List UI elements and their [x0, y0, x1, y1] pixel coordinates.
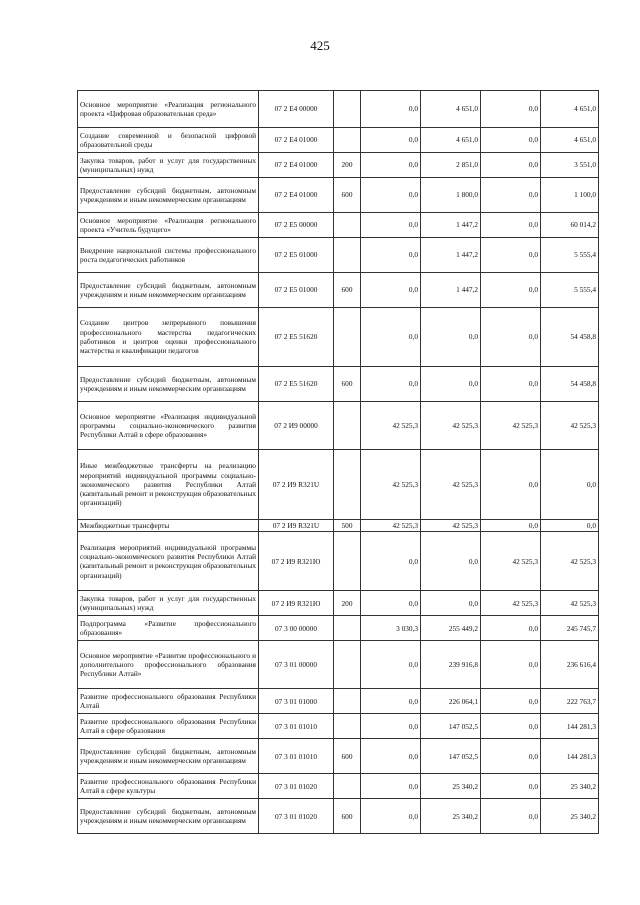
- amount-4: 4 651,0: [541, 128, 599, 153]
- amount-1: 42 525,3: [361, 450, 421, 520]
- item-name: Закупка товаров, работ и услуг для государственных (муниципальных) нужд: [78, 153, 259, 178]
- table-row: [78, 689, 599, 714]
- table-row: [78, 273, 599, 308]
- expense-type: [334, 689, 361, 714]
- target-code: 07 2 И9 R321U: [259, 520, 334, 532]
- amount-2: 4 651,0: [421, 128, 481, 153]
- item-name: Развитие профессионального образования Республики Алтай в сфере культуры: [78, 774, 259, 799]
- expense-type: [334, 238, 361, 273]
- amount-2: 147 052,5: [421, 739, 481, 774]
- expense-type: 600: [334, 367, 361, 402]
- expense-type: 500: [334, 520, 361, 532]
- amount-3: 0,0: [481, 739, 541, 774]
- table-row: [78, 367, 599, 402]
- amount-3: 0,0: [481, 616, 541, 641]
- expense-type: [334, 128, 361, 153]
- amount-2: 25 340,2: [421, 799, 481, 834]
- table-row: [78, 153, 599, 178]
- item-name: Предоставление субсидий бюджетным, автономным учреждениям и иным некоммерческим организациям: [78, 273, 259, 308]
- target-code: 07 2 E4 01000: [259, 128, 334, 153]
- table-row: [78, 450, 599, 520]
- target-code: 07 2 E5 51620: [259, 308, 334, 367]
- amount-2: 0,0: [421, 591, 481, 616]
- table-row: [78, 532, 599, 591]
- amount-3: 0,0: [481, 799, 541, 834]
- expense-type: 200: [334, 591, 361, 616]
- amount-1: 0,0: [361, 714, 421, 739]
- amount-3: 0,0: [481, 520, 541, 532]
- target-code: 07 2 И9 00000: [259, 402, 334, 450]
- amount-4: 3 551,0: [541, 153, 599, 178]
- table-row: [78, 714, 599, 739]
- table-row: [78, 178, 599, 213]
- table-row: [78, 774, 599, 799]
- amount-1: 0,0: [361, 91, 421, 128]
- amount-4: 0,0: [541, 450, 599, 520]
- target-code: 07 2 И9 R321Ю: [259, 532, 334, 591]
- item-name: Основное мероприятие «Реализация индивидуальной программы социально-экономического развития Республики Алтай в сфере образования»: [78, 402, 259, 450]
- item-name: Межбюджетные трансферты: [78, 520, 259, 532]
- expense-type: 600: [334, 178, 361, 213]
- table-row: [78, 91, 599, 128]
- item-name: Создание современной и безопасной цифровой образовательной среды: [78, 128, 259, 153]
- amount-1: 0,0: [361, 238, 421, 273]
- amount-3: 0,0: [481, 273, 541, 308]
- budget-table-body: [78, 91, 599, 834]
- amount-1: 0,0: [361, 308, 421, 367]
- amount-1: 42 525,3: [361, 520, 421, 532]
- amount-1: 3 030,3: [361, 616, 421, 641]
- amount-3: 0,0: [481, 128, 541, 153]
- amount-1: 42 525,3: [361, 402, 421, 450]
- amount-2: 0,0: [421, 532, 481, 591]
- expense-type: [334, 774, 361, 799]
- expense-type: [334, 91, 361, 128]
- amount-2: 226 064,1: [421, 689, 481, 714]
- amount-2: 1 447,2: [421, 213, 481, 238]
- amount-4: 60 014,2: [541, 213, 599, 238]
- target-code: 07 2 E5 51620: [259, 367, 334, 402]
- target-code: 07 2 E4 01000: [259, 153, 334, 178]
- table-row: [78, 591, 599, 616]
- amount-4: 5 555,4: [541, 273, 599, 308]
- expense-type: 200: [334, 153, 361, 178]
- amount-2: 42 525,3: [421, 402, 481, 450]
- amount-4: 42 525,3: [541, 532, 599, 591]
- amount-4: 144 281,3: [541, 714, 599, 739]
- item-name: Создание центров непрерывного повышения профессионального мастерства педагогических работников и центров оценки профессионального мастерства и квалификации педагогов: [78, 308, 259, 367]
- target-code: 07 2 И9 R321U: [259, 450, 334, 520]
- item-name: Предоставление субсидий бюджетным, автономным учреждениям и иным некоммерческим организациям: [78, 178, 259, 213]
- item-name: Внедрение национальной системы профессионального роста педагогических работников: [78, 238, 259, 273]
- target-code: 07 3 01 00000: [259, 641, 334, 689]
- amount-1: 0,0: [361, 739, 421, 774]
- amount-1: 0,0: [361, 774, 421, 799]
- amount-4: 236 616,4: [541, 641, 599, 689]
- item-name: Реализация мероприятий индивидуальной программы социально-экономического развития Республики Алтай (капитальный ремонт и реконструкция образовательных организаций): [78, 532, 259, 591]
- amount-3: 42 525,3: [481, 532, 541, 591]
- amount-2: 0,0: [421, 308, 481, 367]
- item-name: Иные межбюджетные трансферты на реализацию мероприятий индивидуальной программы социально-экономического развития Республики Алтай (капитальный ремонт и реконструкция образовательных организаций): [78, 450, 259, 520]
- table-row: [78, 308, 599, 367]
- amount-3: 0,0: [481, 91, 541, 128]
- budget-table: [77, 90, 599, 834]
- target-code: 07 3 01 01010: [259, 739, 334, 774]
- amount-2: 4 651,0: [421, 91, 481, 128]
- target-code: 07 3 01 01020: [259, 774, 334, 799]
- amount-4: 42 525,3: [541, 591, 599, 616]
- table-row: [78, 799, 599, 834]
- amount-3: 0,0: [481, 238, 541, 273]
- amount-3: 0,0: [481, 153, 541, 178]
- amount-2: 1 447,2: [421, 273, 481, 308]
- amount-3: 0,0: [481, 450, 541, 520]
- amount-4: 54 458,8: [541, 308, 599, 367]
- amount-2: 0,0: [421, 367, 481, 402]
- amount-1: 0,0: [361, 178, 421, 213]
- amount-2: 1 800,0: [421, 178, 481, 213]
- amount-2: 1 447,2: [421, 238, 481, 273]
- table-row: [78, 520, 599, 532]
- amount-3: 0,0: [481, 213, 541, 238]
- expense-type: [334, 641, 361, 689]
- table-row: [78, 739, 599, 774]
- amount-1: 0,0: [361, 532, 421, 591]
- target-code: 07 3 00 00000: [259, 616, 334, 641]
- amount-3: 0,0: [481, 774, 541, 799]
- amount-1: 0,0: [361, 153, 421, 178]
- amount-1: 0,0: [361, 689, 421, 714]
- amount-2: 2 851,0: [421, 153, 481, 178]
- expense-type: 600: [334, 799, 361, 834]
- table-row: [78, 128, 599, 153]
- amount-3: 0,0: [481, 308, 541, 367]
- expense-type: [334, 402, 361, 450]
- amount-3: 42 525,3: [481, 402, 541, 450]
- amount-2: 147 052,5: [421, 714, 481, 739]
- item-name: Предоставление субсидий бюджетным, автономным учреждениям и иным некоммерческим организациям: [78, 367, 259, 402]
- amount-4: 222 763,7: [541, 689, 599, 714]
- amount-4: 0,0: [541, 520, 599, 532]
- amount-1: 0,0: [361, 641, 421, 689]
- amount-4: 1 100,0: [541, 178, 599, 213]
- page-number: 425: [310, 38, 330, 53]
- amount-3: 0,0: [481, 367, 541, 402]
- amount-2: 42 525,3: [421, 450, 481, 520]
- table-row: [78, 213, 599, 238]
- table-row: [78, 238, 599, 273]
- item-name: Развитие профессионального образования Республики Алтай в сфере образования: [78, 714, 259, 739]
- expense-type: 600: [334, 739, 361, 774]
- amount-4: 25 340,2: [541, 774, 599, 799]
- amount-1: 0,0: [361, 128, 421, 153]
- target-code: 07 3 01 01020: [259, 799, 334, 834]
- target-code: 07 2 E4 01000: [259, 178, 334, 213]
- item-name: Развитие профессионального образования Республики Алтай: [78, 689, 259, 714]
- amount-1: 0,0: [361, 213, 421, 238]
- amount-4: 5 555,4: [541, 238, 599, 273]
- expense-type: [334, 532, 361, 591]
- amount-1: 0,0: [361, 799, 421, 834]
- item-name: Предоставление субсидий бюджетным, автономным учреждениям и иным некоммерческим организациям: [78, 799, 259, 834]
- amount-1: 0,0: [361, 591, 421, 616]
- expense-type: [334, 714, 361, 739]
- table-row: [78, 616, 599, 641]
- item-name: Основное мероприятие «Реализация регионального проекта «Цифровая образовательная среда»: [78, 91, 259, 128]
- amount-1: 0,0: [361, 273, 421, 308]
- amount-4: 25 340,2: [541, 799, 599, 834]
- expense-type: [334, 616, 361, 641]
- target-code: 07 2 E5 01000: [259, 273, 334, 308]
- item-name: Основное мероприятие «Реализация регионального проекта «Учитель будущего»: [78, 213, 259, 238]
- amount-3: 0,0: [481, 641, 541, 689]
- amount-3: 42 525,3: [481, 591, 541, 616]
- expense-type: [334, 308, 361, 367]
- amount-3: 0,0: [481, 689, 541, 714]
- target-code: 07 2 E5 01000: [259, 238, 334, 273]
- target-code: 07 2 E4 00000: [259, 91, 334, 128]
- amount-4: 144 281,3: [541, 739, 599, 774]
- item-name: Предоставление субсидий бюджетным, автономным учреждениям и иным некоммерческим организациям: [78, 739, 259, 774]
- amount-4: 4 651,0: [541, 91, 599, 128]
- amount-1: 0,0: [361, 367, 421, 402]
- amount-3: 0,0: [481, 178, 541, 213]
- amount-4: 42 525,3: [541, 402, 599, 450]
- target-code: 07 3 01 01010: [259, 714, 334, 739]
- amount-4: 245 745,7: [541, 616, 599, 641]
- table-row: [78, 641, 599, 689]
- target-code: 07 3 01 01000: [259, 689, 334, 714]
- item-name: Закупка товаров, работ и услуг для государственных (муниципальных) нужд: [78, 591, 259, 616]
- amount-2: 42 525,3: [421, 520, 481, 532]
- amount-2: 25 340,2: [421, 774, 481, 799]
- expense-type: 600: [334, 273, 361, 308]
- item-name: Подпрограмма «Развитие профессионального образования»: [78, 616, 259, 641]
- target-code: 07 2 E5 00000: [259, 213, 334, 238]
- item-name: Основное мероприятие «Развитие профессионального и дополнительного профессионального образования Республики Алтай»: [78, 641, 259, 689]
- amount-2: 239 916,8: [421, 641, 481, 689]
- target-code: 07 2 И9 R321Ю: [259, 591, 334, 616]
- amount-4: 54 458,8: [541, 367, 599, 402]
- expense-type: [334, 450, 361, 520]
- table-row: [78, 402, 599, 450]
- expense-type: [334, 213, 361, 238]
- amount-3: 0,0: [481, 714, 541, 739]
- amount-2: 255 449,2: [421, 616, 481, 641]
